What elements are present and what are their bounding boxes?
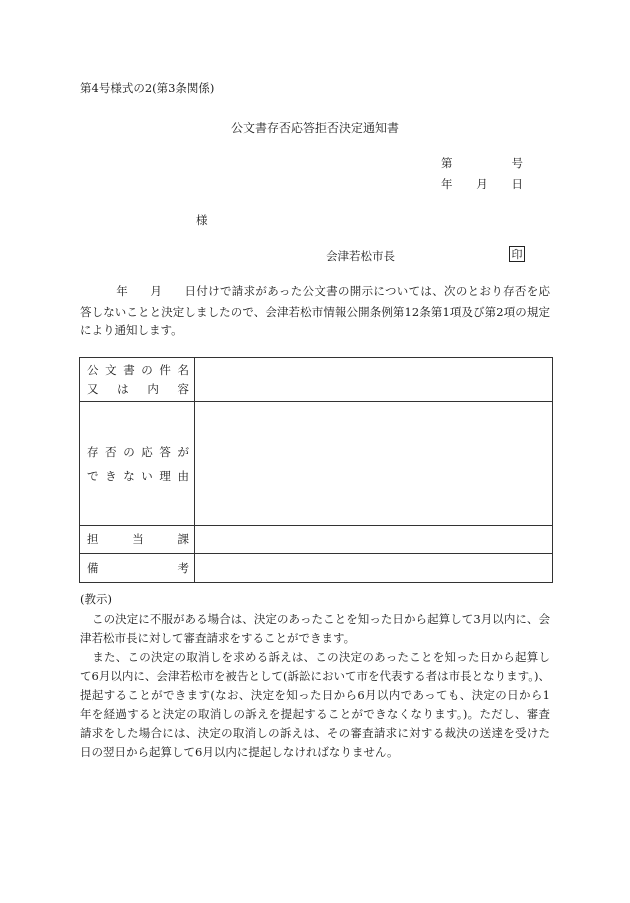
table-label-char: き: [105, 468, 117, 483]
table-label-char: が: [177, 444, 189, 459]
reason-field[interactable]: [195, 402, 553, 526]
details-table: [79, 357, 553, 583]
table-label-char: 内: [147, 381, 159, 396]
body-line-3: により通知します。: [80, 323, 183, 337]
table-label-char: は: [117, 381, 129, 396]
table-label-char: 当: [132, 532, 144, 546]
table-label-char: 課: [177, 532, 189, 546]
table-label-char: 公: [87, 362, 99, 377]
seal-mark: 印: [509, 246, 525, 262]
notice-line-1: この決定に不服がある場合は、決定のあったことを知った日から起算して3月以内に、会: [92, 612, 550, 626]
table-row: [80, 554, 553, 583]
table-label-char: い: [141, 468, 153, 483]
notice-line-3: また、この決定の取消しを求める訴えは、この決定のあったことを知った日から起算し: [92, 650, 550, 664]
date-month: 月: [476, 177, 488, 191]
table-label-char: 担: [87, 532, 99, 546]
remarks-label: [80, 554, 195, 583]
table-label-char: 容: [177, 381, 189, 396]
table-label-char: 理: [159, 468, 171, 483]
table-label-char: 否: [105, 444, 117, 459]
table-label-char: な: [123, 468, 135, 483]
table-label-char: 考: [177, 560, 189, 575]
notice-line-2: 津若松市長に対して審査請求をすることができます。: [80, 631, 356, 645]
date-day: 日: [511, 177, 523, 191]
table-label-char: 件: [159, 362, 171, 377]
table-label-char: 答: [159, 444, 171, 459]
document-title: 公文書存否応答拒否決定通知書: [230, 121, 399, 135]
table-label-char: の: [141, 362, 153, 377]
table-label-char: の: [123, 444, 135, 459]
subject-field[interactable]: [195, 358, 553, 402]
reason-label: [80, 402, 195, 526]
table-label-char: 存: [87, 444, 99, 459]
notice-heading: (教示): [80, 592, 112, 606]
department-label: [80, 526, 195, 554]
table-row: [80, 526, 553, 554]
notice-line-4: て6月以内に、会津若松市を被告として(訴訟において市を代表する者は市長となります。)、: [80, 669, 550, 683]
table-label-char: 由: [177, 468, 189, 483]
reference-number-row: [441, 155, 523, 171]
addressee-suffix: 様: [196, 213, 208, 227]
date-year: 年: [441, 177, 453, 191]
form-number: 第4号様式の2(第3条関係): [80, 81, 215, 95]
issue-date-row: [441, 176, 523, 192]
table-label-char: 名: [177, 362, 189, 377]
remarks-field[interactable]: [195, 554, 553, 583]
notice-line-8: 日の翌日から起算して6月以内に提起しなければなりません。: [80, 745, 399, 759]
table-label-char: 文: [105, 362, 117, 377]
subject-label: [80, 358, 195, 402]
body-line-2: 答しないことと決定しましたので、会津若松市情報公開条例第12条第1項及び第2項の規定: [80, 305, 550, 319]
table-label-char: 書: [123, 362, 135, 377]
notice-line-7: 請求をした場合には、決定の取消しの訴えは、その審査請求に対する裁決の送達を受けた: [80, 726, 550, 740]
table-label-char: 備: [87, 560, 99, 575]
issuer-name: 会津若松市長: [326, 249, 395, 263]
ref-go: 号: [511, 156, 523, 170]
table-row: [80, 358, 553, 402]
body-line-1: 年 月 日付けで請求があった公文書の開示については、次のとおり存否を応: [116, 284, 551, 298]
table-row: [80, 402, 553, 526]
ref-dai: 第: [441, 156, 453, 170]
table-label-char: で: [87, 468, 99, 483]
department-field[interactable]: [195, 526, 553, 554]
notice-line-6: 年を経過すると決定の取消しの訴えを提起することができなくなります。)。ただし、審査: [80, 707, 550, 721]
notice-line-5: 提起することができます(なお、決定を知った日から6月以内であっても、決定の日から1: [80, 688, 550, 702]
table-label-char: 又: [87, 381, 99, 396]
table-label-char: 応: [141, 444, 153, 459]
